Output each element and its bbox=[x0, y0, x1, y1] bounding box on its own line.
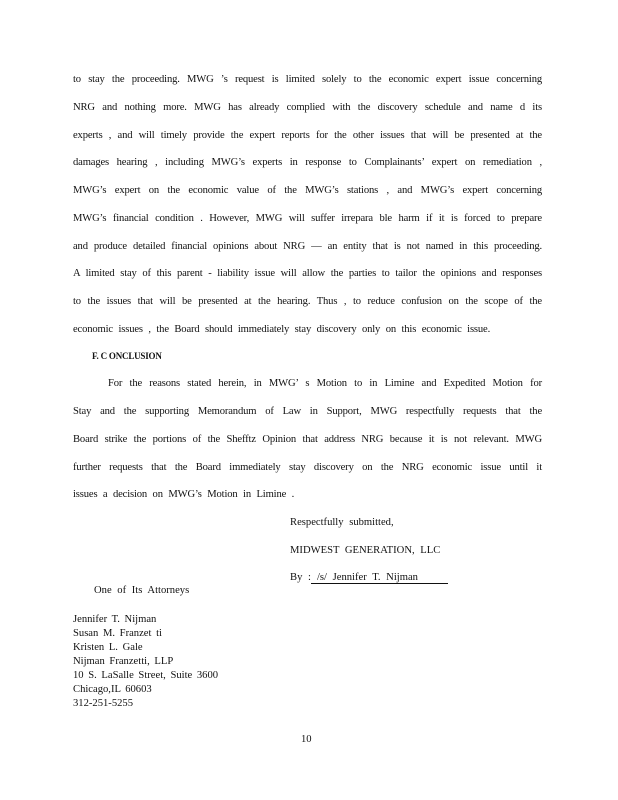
counsel-block bbox=[73, 613, 218, 711]
body-line: damages hearing , including MWG’s experts in response to Complainants’ expert on remediation , bbox=[73, 157, 542, 168]
signature-by bbox=[290, 572, 448, 583]
body-line: to the issues that will be presented at the hearing. Thus , to reduce confusion on the scope of the bbox=[73, 296, 542, 307]
body-line: For the reasons stated herein, in MWG’ s Motion to in Limine and Expedited Motion for bbox=[108, 378, 542, 389]
body-line: NRG and nothing more. MWG has already complied with the discovery schedule and name d its bbox=[73, 102, 542, 113]
body-line: further requests that the Board immediately stay discovery on the NRG economic issue until it bbox=[73, 462, 542, 473]
page-number: 10 bbox=[301, 734, 312, 745]
body-line: to stay the proceeding. MWG ’s request is limited solely to the economic expert issue concerning bbox=[73, 74, 542, 85]
body-line: and produce detailed financial opinions about NRG — an entity that is not named in this proceeding. bbox=[73, 241, 542, 252]
signature-closing: Respectfully submitted, bbox=[290, 517, 394, 528]
counsel-line: 10 S. LaSalle Street, Suite 3600 bbox=[73, 670, 219, 681]
body-line: experts , and will timely provide the expert reports for the other issues that will be presented at the bbox=[73, 130, 542, 141]
body-line: A limited stay of this parent - liability issue will allow the parties to tailor the opinions and responses bbox=[73, 268, 542, 279]
counsel-line: Chicago,IL 60603 bbox=[73, 684, 152, 695]
counsel-line: Nijman Franzetti, LLP bbox=[73, 656, 174, 667]
counsel-line: Susan M. Franzet ti bbox=[73, 628, 162, 639]
counsel-line: 312-251-5255 bbox=[73, 698, 134, 709]
body-line: Board strike the portions of the Shefftz Opinion that address NRG because it is not relevant. MWG bbox=[73, 434, 542, 445]
signature-by-label: By : bbox=[290, 572, 311, 583]
section-heading: F. C ONCLUSION bbox=[92, 351, 162, 361]
body-line: Stay and the supporting Memorandum of Law in Support, MWG respectfully requests that the bbox=[73, 406, 542, 417]
body-line: MWG’s financial condition . However, MWG will suffer irrepara ble harm if it is forced to prepare bbox=[73, 213, 542, 224]
body-line: issues a decision on MWG’s Motion in Limine . bbox=[73, 489, 295, 500]
counsel-line: Kristen L. Gale bbox=[73, 642, 143, 653]
attorneys-label: One of Its Attorneys bbox=[94, 585, 190, 596]
body-line: MWG’s expert on the economic value of the MWG’s stations , and MWG’s expert concerning bbox=[73, 185, 542, 196]
signature-line: /s/ Jennifer T. Nijman bbox=[311, 572, 448, 584]
counsel-line: Jennifer T. Nijman bbox=[73, 614, 157, 625]
signature-company: MIDWEST GENERATION, LLC bbox=[290, 545, 441, 556]
body-line: economic issues , the Board should immediately stay discovery only on this economic issue. bbox=[73, 324, 491, 335]
